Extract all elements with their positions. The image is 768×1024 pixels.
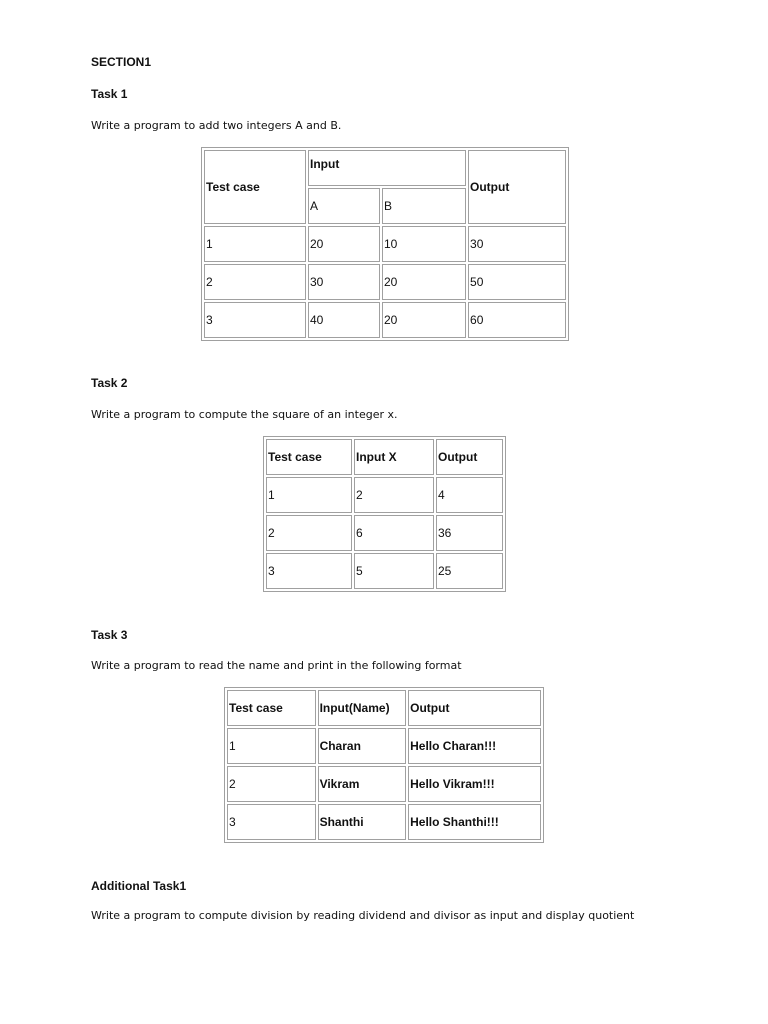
table-row [227, 766, 541, 802]
cell-test-case: 2 [227, 766, 316, 802]
cell-output: Hello Vikram!!! [408, 766, 541, 802]
header-input-x: Input X [354, 439, 434, 475]
task-1-title: Task 1 [91, 87, 128, 101]
section-title: SECTION1 [91, 55, 152, 69]
header-input-a: A [308, 188, 380, 224]
task-3-title: Task 3 [91, 628, 128, 642]
cell-test-case: 3 [266, 553, 352, 589]
cell-input-name: Vikram [318, 766, 407, 802]
cell-test-case: 3 [204, 302, 306, 338]
task-1-description: Write a program to add two integers A and B. [91, 119, 342, 132]
cell-input-x: 2 [354, 477, 434, 513]
cell-output: 36 [436, 515, 503, 551]
task-2-title: Task 2 [91, 376, 128, 390]
table-row [266, 477, 503, 513]
task-3-description: Write a program to read the name and print in the following format [91, 659, 462, 672]
cell-output: Hello Shanthi!!! [408, 804, 541, 840]
cell-test-case: 3 [227, 804, 316, 840]
header-output: Output [436, 439, 503, 475]
cell-input-a: 30 [308, 264, 380, 300]
table-row [204, 302, 566, 338]
header-output: Output [408, 690, 541, 726]
cell-input-b: 20 [382, 302, 466, 338]
cell-input-name: Charan [318, 728, 407, 764]
cell-input-a: 20 [308, 226, 380, 262]
table-row [266, 553, 503, 589]
cell-output: 25 [436, 553, 503, 589]
table-row [227, 804, 541, 840]
additional-task-1-description: Write a program to compute division by reading dividend and divisor as input and display quotient [91, 909, 635, 922]
task-2-table [263, 436, 506, 592]
task-1-table [201, 147, 569, 341]
task-2-description: Write a program to compute the square of an integer x. [91, 408, 398, 421]
header-input-b: B [382, 188, 466, 224]
task-3-table [224, 687, 544, 843]
cell-input-x: 5 [354, 553, 434, 589]
header-test-case: Test case [204, 150, 306, 224]
cell-test-case: 1 [266, 477, 352, 513]
cell-output: Hello Charan!!! [408, 728, 541, 764]
table-row [204, 264, 566, 300]
cell-input-b: 10 [382, 226, 466, 262]
cell-output: 60 [468, 302, 566, 338]
table-row [227, 728, 541, 764]
cell-test-case: 1 [227, 728, 316, 764]
table-row [204, 226, 566, 262]
header-test-case: Test case [227, 690, 316, 726]
cell-test-case: 2 [266, 515, 352, 551]
header-output: Output [468, 150, 566, 224]
cell-test-case: 1 [204, 226, 306, 262]
cell-input-x: 6 [354, 515, 434, 551]
cell-output: 4 [436, 477, 503, 513]
cell-output: 50 [468, 264, 566, 300]
cell-input-b: 20 [382, 264, 466, 300]
cell-output: 30 [468, 226, 566, 262]
header-input-name: Input(Name) [318, 690, 407, 726]
cell-input-a: 40 [308, 302, 380, 338]
cell-input-name: Shanthi [318, 804, 407, 840]
header-test-case: Test case [266, 439, 352, 475]
table-row [266, 515, 503, 551]
header-input: Input [308, 150, 466, 186]
additional-task-1-title: Additional Task1 [91, 879, 187, 893]
cell-test-case: 2 [204, 264, 306, 300]
